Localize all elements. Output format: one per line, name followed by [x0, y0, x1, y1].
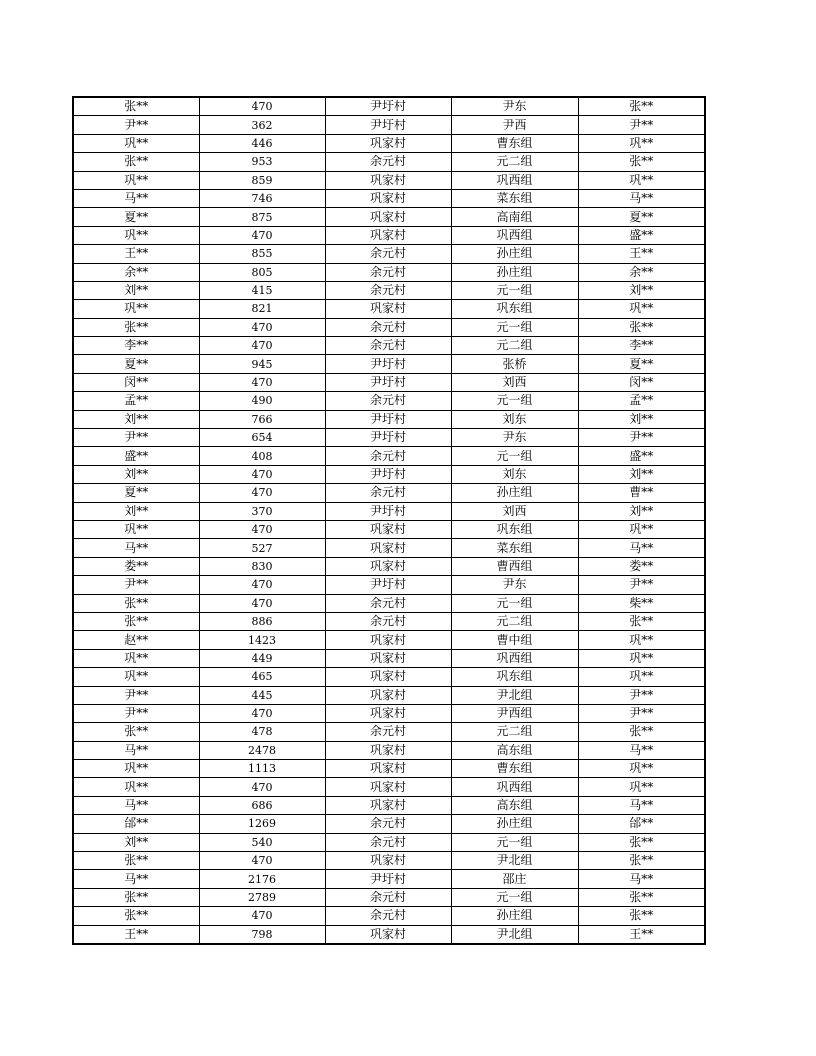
village-cell: 尹圩村 — [325, 355, 451, 373]
table-row — [73, 925, 705, 944]
village-cell: 余元村 — [325, 833, 451, 851]
table-row — [73, 907, 705, 925]
table-row — [73, 300, 705, 318]
payee-cell: 王** — [578, 925, 705, 944]
name-cell: 张** — [73, 612, 199, 630]
group-cell: 邵庄 — [451, 870, 578, 888]
amount-cell: 470 — [199, 576, 325, 594]
village-cell: 余元村 — [325, 245, 451, 263]
table-row — [73, 502, 705, 520]
village-cell: 巩家村 — [325, 557, 451, 575]
name-cell: 刘** — [73, 465, 199, 483]
village-cell: 巩家村 — [325, 300, 451, 318]
village-cell: 巩家村 — [325, 704, 451, 722]
amount-cell: 362 — [199, 116, 325, 134]
amount-cell: 540 — [199, 833, 325, 851]
name-cell: 张** — [73, 97, 199, 116]
table-row — [73, 723, 705, 741]
name-cell: 巩** — [73, 778, 199, 796]
payee-cell: 曹** — [578, 484, 705, 502]
group-cell: 元二组 — [451, 153, 578, 171]
village-cell: 巩家村 — [325, 778, 451, 796]
amount-cell: 470 — [199, 465, 325, 483]
village-cell: 余元村 — [325, 907, 451, 925]
amount-cell: 821 — [199, 300, 325, 318]
amount-cell: 746 — [199, 189, 325, 207]
table-row — [73, 410, 705, 428]
table-row — [73, 668, 705, 686]
payee-cell: 马** — [578, 796, 705, 814]
name-cell: 尹** — [73, 704, 199, 722]
village-cell: 巩家村 — [325, 539, 451, 557]
village-cell: 余元村 — [325, 888, 451, 906]
table-row — [73, 870, 705, 888]
table-row — [73, 245, 705, 263]
name-cell: 巩** — [73, 300, 199, 318]
name-cell: 盛** — [73, 447, 199, 465]
group-cell: 巩西组 — [451, 226, 578, 244]
table-row — [73, 153, 705, 171]
amount-cell: 855 — [199, 245, 325, 263]
village-cell: 巩家村 — [325, 226, 451, 244]
payee-cell: 刘** — [578, 410, 705, 428]
group-cell: 巩东组 — [451, 300, 578, 318]
group-cell: 孙庄组 — [451, 484, 578, 502]
name-cell: 娄** — [73, 557, 199, 575]
payee-cell: 张** — [578, 888, 705, 906]
payee-cell: 王** — [578, 245, 705, 263]
group-cell: 菜东组 — [451, 189, 578, 207]
payee-cell: 张** — [578, 907, 705, 925]
payee-cell: 刘** — [578, 281, 705, 299]
group-cell: 元二组 — [451, 612, 578, 630]
group-cell: 元一组 — [451, 888, 578, 906]
amount-cell: 830 — [199, 557, 325, 575]
table-row — [73, 612, 705, 630]
name-cell: 王** — [73, 245, 199, 263]
name-cell: 夏** — [73, 208, 199, 226]
amount-cell: 2789 — [199, 888, 325, 906]
table-row — [73, 631, 705, 649]
payee-cell: 盛** — [578, 226, 705, 244]
amount-cell: 470 — [199, 520, 325, 538]
group-cell: 曹中组 — [451, 631, 578, 649]
group-cell: 尹东 — [451, 576, 578, 594]
payee-cell: 张** — [578, 833, 705, 851]
group-cell: 巩西组 — [451, 778, 578, 796]
table-row — [73, 796, 705, 814]
table-row — [73, 760, 705, 778]
group-cell: 尹北组 — [451, 686, 578, 704]
amount-cell: 470 — [199, 226, 325, 244]
amount-cell: 886 — [199, 612, 325, 630]
name-cell: 马** — [73, 870, 199, 888]
group-cell: 高东组 — [451, 741, 578, 759]
payee-cell: 尹** — [578, 686, 705, 704]
amount-cell: 798 — [199, 925, 325, 944]
group-cell: 元一组 — [451, 392, 578, 410]
table-row — [73, 373, 705, 391]
village-cell: 尹圩村 — [325, 116, 451, 134]
amount-cell: 805 — [199, 263, 325, 281]
name-cell: 巩** — [73, 520, 199, 538]
name-cell: 孟** — [73, 392, 199, 410]
village-cell: 尹圩村 — [325, 465, 451, 483]
village-cell: 余元村 — [325, 281, 451, 299]
payee-cell: 巩** — [578, 649, 705, 667]
village-cell: 余元村 — [325, 594, 451, 612]
group-cell: 曹东组 — [451, 134, 578, 152]
name-cell: 张** — [73, 318, 199, 336]
village-cell: 巩家村 — [325, 520, 451, 538]
village-cell: 巩家村 — [325, 631, 451, 649]
payee-cell: 尹** — [578, 429, 705, 447]
group-cell: 尹西 — [451, 116, 578, 134]
village-cell: 巩家村 — [325, 208, 451, 226]
payee-cell: 巩** — [578, 668, 705, 686]
table-row — [73, 520, 705, 538]
table-row — [73, 778, 705, 796]
group-cell: 菜东组 — [451, 539, 578, 557]
amount-cell: 654 — [199, 429, 325, 447]
amount-cell: 2478 — [199, 741, 325, 759]
payee-cell: 马** — [578, 870, 705, 888]
name-cell: 尹** — [73, 686, 199, 704]
amount-cell: 470 — [199, 318, 325, 336]
amount-cell: 945 — [199, 355, 325, 373]
village-cell: 余元村 — [325, 392, 451, 410]
name-cell: 刘** — [73, 502, 199, 520]
payee-cell: 柴** — [578, 594, 705, 612]
table-row — [73, 539, 705, 557]
payee-cell: 马** — [578, 539, 705, 557]
name-cell: 夏** — [73, 484, 199, 502]
name-cell: 马** — [73, 189, 199, 207]
village-cell: 巩家村 — [325, 686, 451, 704]
table-row — [73, 355, 705, 373]
table-row — [73, 447, 705, 465]
group-cell: 高南组 — [451, 208, 578, 226]
amount-cell: 875 — [199, 208, 325, 226]
name-cell: 尹** — [73, 116, 199, 134]
village-cell: 巩家村 — [325, 649, 451, 667]
table-row — [73, 741, 705, 759]
village-cell: 尹圩村 — [325, 502, 451, 520]
group-cell: 巩东组 — [451, 668, 578, 686]
group-cell: 孙庄组 — [451, 263, 578, 281]
name-cell: 巩** — [73, 226, 199, 244]
table-row — [73, 171, 705, 189]
amount-cell: 470 — [199, 852, 325, 870]
name-cell: 张** — [73, 723, 199, 741]
payee-cell: 张** — [578, 97, 705, 116]
payee-cell: 马** — [578, 741, 705, 759]
group-cell: 巩西组 — [451, 649, 578, 667]
village-cell: 巩家村 — [325, 668, 451, 686]
table-row — [73, 97, 705, 116]
payee-cell: 盛** — [578, 447, 705, 465]
payee-cell: 邰** — [578, 815, 705, 833]
payee-cell: 张** — [578, 153, 705, 171]
table-row — [73, 318, 705, 336]
village-cell: 巩家村 — [325, 852, 451, 870]
village-cell: 巩家村 — [325, 134, 451, 152]
name-cell: 闵** — [73, 373, 199, 391]
table-row — [73, 116, 705, 134]
village-cell: 巩家村 — [325, 760, 451, 778]
village-cell: 巩家村 — [325, 741, 451, 759]
payee-cell: 尹** — [578, 576, 705, 594]
table-row — [73, 815, 705, 833]
payee-cell: 张** — [578, 852, 705, 870]
name-cell: 邰** — [73, 815, 199, 833]
name-cell: 刘** — [73, 410, 199, 428]
village-cell: 余元村 — [325, 484, 451, 502]
group-cell: 巩西组 — [451, 171, 578, 189]
payee-cell: 孟** — [578, 392, 705, 410]
amount-cell: 445 — [199, 686, 325, 704]
name-cell: 巩** — [73, 649, 199, 667]
payee-cell: 巩** — [578, 778, 705, 796]
amount-cell: 1423 — [199, 631, 325, 649]
village-cell: 巩家村 — [325, 796, 451, 814]
table-row — [73, 557, 705, 575]
table-row — [73, 594, 705, 612]
amount-cell: 686 — [199, 796, 325, 814]
name-cell: 马** — [73, 741, 199, 759]
amount-cell: 478 — [199, 723, 325, 741]
payee-cell: 余** — [578, 263, 705, 281]
table-row — [73, 208, 705, 226]
amount-cell: 1269 — [199, 815, 325, 833]
village-cell: 巩家村 — [325, 171, 451, 189]
payee-cell: 夏** — [578, 208, 705, 226]
payee-cell: 闵** — [578, 373, 705, 391]
name-cell: 张** — [73, 153, 199, 171]
amount-cell: 2176 — [199, 870, 325, 888]
payee-cell: 巩** — [578, 171, 705, 189]
group-cell: 尹北组 — [451, 852, 578, 870]
table-row — [73, 134, 705, 152]
amount-cell: 527 — [199, 539, 325, 557]
group-cell: 高东组 — [451, 796, 578, 814]
village-cell: 余元村 — [325, 723, 451, 741]
amount-cell: 490 — [199, 392, 325, 410]
table-row — [73, 337, 705, 355]
table-body — [73, 97, 705, 944]
village-cell: 余元村 — [325, 263, 451, 281]
amount-cell: 470 — [199, 594, 325, 612]
group-cell: 孙庄组 — [451, 245, 578, 263]
group-cell: 刘东 — [451, 410, 578, 428]
table-row — [73, 392, 705, 410]
table-row — [73, 281, 705, 299]
payee-cell: 巩** — [578, 300, 705, 318]
payee-cell: 张** — [578, 612, 705, 630]
name-cell: 张** — [73, 852, 199, 870]
group-cell: 刘东 — [451, 465, 578, 483]
village-cell: 余元村 — [325, 318, 451, 336]
name-cell: 巩** — [73, 134, 199, 152]
group-cell: 孙庄组 — [451, 907, 578, 925]
amount-cell: 470 — [199, 907, 325, 925]
village-cell: 尹圩村 — [325, 373, 451, 391]
group-cell: 刘西 — [451, 502, 578, 520]
name-cell: 刘** — [73, 281, 199, 299]
village-cell: 尹圩村 — [325, 97, 451, 116]
name-cell: 夏** — [73, 355, 199, 373]
table-row — [73, 576, 705, 594]
table-row — [73, 686, 705, 704]
payee-cell: 李** — [578, 337, 705, 355]
amount-cell: 859 — [199, 171, 325, 189]
name-cell: 李** — [73, 337, 199, 355]
name-cell: 张** — [73, 888, 199, 906]
group-cell: 张桥 — [451, 355, 578, 373]
name-cell: 张** — [73, 594, 199, 612]
name-cell: 巩** — [73, 668, 199, 686]
amount-cell: 470 — [199, 484, 325, 502]
amount-cell: 408 — [199, 447, 325, 465]
name-cell: 王** — [73, 925, 199, 944]
amount-cell: 470 — [199, 337, 325, 355]
village-cell: 余元村 — [325, 447, 451, 465]
payee-cell: 马** — [578, 189, 705, 207]
village-cell: 尹圩村 — [325, 410, 451, 428]
table-row — [73, 429, 705, 447]
table-row — [73, 263, 705, 281]
village-cell: 巩家村 — [325, 925, 451, 944]
payee-cell: 巩** — [578, 760, 705, 778]
group-cell: 元一组 — [451, 447, 578, 465]
group-cell: 曹西组 — [451, 557, 578, 575]
group-cell: 尹北组 — [451, 925, 578, 944]
group-cell: 元一组 — [451, 318, 578, 336]
payee-cell: 尹** — [578, 704, 705, 722]
payee-cell: 夏** — [578, 355, 705, 373]
payee-cell: 娄** — [578, 557, 705, 575]
name-cell: 巩** — [73, 760, 199, 778]
table-row — [73, 484, 705, 502]
group-cell: 尹东 — [451, 97, 578, 116]
village-cell: 尹圩村 — [325, 429, 451, 447]
amount-cell: 446 — [199, 134, 325, 152]
table-row — [73, 649, 705, 667]
village-cell: 余元村 — [325, 153, 451, 171]
group-cell: 元二组 — [451, 337, 578, 355]
table-row — [73, 852, 705, 870]
name-cell: 余** — [73, 263, 199, 281]
amount-cell: 465 — [199, 668, 325, 686]
table-row — [73, 465, 705, 483]
group-cell: 曹东组 — [451, 760, 578, 778]
name-cell: 马** — [73, 539, 199, 557]
payee-cell: 刘** — [578, 465, 705, 483]
group-cell: 尹西组 — [451, 704, 578, 722]
name-cell: 刘** — [73, 833, 199, 851]
payee-cell: 刘** — [578, 502, 705, 520]
group-cell: 尹东 — [451, 429, 578, 447]
amount-cell: 470 — [199, 373, 325, 391]
group-cell: 元一组 — [451, 833, 578, 851]
village-cell: 尹圩村 — [325, 576, 451, 594]
village-cell: 余元村 — [325, 337, 451, 355]
amount-cell: 370 — [199, 502, 325, 520]
name-cell: 巩** — [73, 171, 199, 189]
table-row — [73, 704, 705, 722]
amount-cell: 470 — [199, 778, 325, 796]
name-cell: 尹** — [73, 429, 199, 447]
group-cell: 元一组 — [451, 594, 578, 612]
amount-cell: 1113 — [199, 760, 325, 778]
group-cell: 元一组 — [451, 281, 578, 299]
village-cell: 余元村 — [325, 815, 451, 833]
table-row — [73, 833, 705, 851]
village-cell: 尹圩村 — [325, 870, 451, 888]
payee-cell: 巩** — [578, 134, 705, 152]
name-cell: 张** — [73, 907, 199, 925]
table-row — [73, 226, 705, 244]
group-cell: 刘西 — [451, 373, 578, 391]
payee-cell: 张** — [578, 723, 705, 741]
group-cell: 元二组 — [451, 723, 578, 741]
village-cell: 巩家村 — [325, 189, 451, 207]
group-cell: 巩东组 — [451, 520, 578, 538]
amount-cell: 953 — [199, 153, 325, 171]
data-table — [72, 96, 706, 945]
payee-cell: 张** — [578, 318, 705, 336]
name-cell: 马** — [73, 796, 199, 814]
amount-cell: 766 — [199, 410, 325, 428]
name-cell: 尹** — [73, 576, 199, 594]
payee-cell: 巩** — [578, 520, 705, 538]
village-cell: 余元村 — [325, 612, 451, 630]
table-row — [73, 888, 705, 906]
amount-cell: 470 — [199, 704, 325, 722]
name-cell: 赵** — [73, 631, 199, 649]
group-cell: 孙庄组 — [451, 815, 578, 833]
amount-cell: 470 — [199, 97, 325, 116]
amount-cell: 415 — [199, 281, 325, 299]
payee-cell: 尹** — [578, 116, 705, 134]
payee-cell: 巩** — [578, 631, 705, 649]
amount-cell: 449 — [199, 649, 325, 667]
table-row — [73, 189, 705, 207]
